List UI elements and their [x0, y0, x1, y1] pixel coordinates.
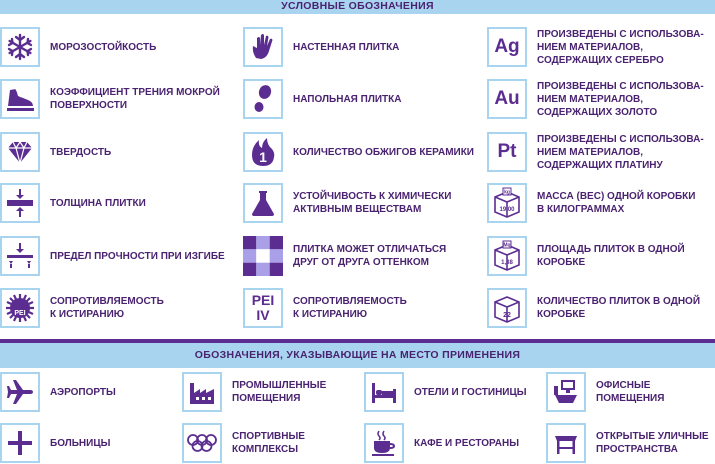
- places-header: ОБОЗНАЧЕНИЯ, УКАЗЫВАЮЩИЕ НА МЕСТО ПРИМЕНЕНИЯ: [0, 339, 715, 368]
- footprint-icon: [243, 79, 283, 119]
- legend-item-box-area: [487, 236, 685, 276]
- legend-label: ПРЕДЕЛ ПРОЧНОСТИ ПРИ ИЗГИБЕ: [50, 250, 225, 262]
- legend-label: МАССА (ВЕС) ОДНОЙ КОРОБКИ В КИЛОГРАММАХ: [537, 191, 696, 215]
- place-item-cafe: [364, 423, 519, 463]
- cross-icon: [0, 423, 40, 463]
- legend-item-gold: [487, 79, 704, 119]
- legend-item-hardness: [0, 132, 111, 172]
- legend-label: ТОЛЩИНА ПЛИТКИ: [50, 197, 146, 209]
- abrasion-gear-icon: [0, 288, 40, 328]
- olympic-rings-icon: [182, 423, 222, 463]
- legend-item-firing: [243, 132, 474, 172]
- legend-label: СОПРОТИВЛЯЕМОСТЬ К ИСТИРАНИЮ: [50, 296, 164, 320]
- box-count-icon: [487, 288, 527, 328]
- svg-text:Mq: Mq: [503, 242, 511, 249]
- place-label: СПОРТИВНЫЕ КОМПЛЕКСЫ: [232, 431, 305, 455]
- place-item-outdoor: [546, 423, 709, 463]
- thickness-icon: [0, 183, 40, 223]
- place-label: АЭРОПОРТЫ: [50, 386, 116, 398]
- bed-icon: [364, 372, 404, 412]
- legend-item-shade: [243, 236, 446, 276]
- place-label: ОТКРЫТЫЕ УЛИЧНЫЕ ПРОСТРАНСТВА: [596, 431, 709, 455]
- place-item-hotels: [364, 372, 527, 412]
- legend-item-thickness: [0, 183, 146, 223]
- svg-text:1,38: 1,38: [501, 260, 513, 266]
- legend-label: СОПРОТИВЛЯЕМОСТЬ К ИСТИРАНИЮ: [293, 296, 407, 320]
- legend-item-frost: [0, 27, 156, 67]
- legend-header: УСЛОВНЫЕ ОБОЗНАЧЕНИЯ: [0, 0, 715, 14]
- place-label: КАФЕ И РЕСТОРАНЫ: [414, 437, 519, 449]
- factory-icon: [182, 372, 222, 412]
- place-item-hospitals: [0, 423, 110, 463]
- legend-label: МОРОЗОСТОЙКОСТЬ: [50, 41, 157, 53]
- svg-text:1: 1: [259, 149, 267, 165]
- snowflake-icon: [0, 27, 40, 67]
- place-label: ОТЕЛИ И ГОСТИНИЦЫ: [414, 386, 527, 398]
- legend-label: ТВЕРДОСТЬ: [50, 146, 112, 158]
- legend-label: НАПОЛЬНАЯ ПЛИТКА: [293, 93, 402, 105]
- legend-item-abrasion: [0, 288, 164, 328]
- legend-label: КОЛИЧЕСТВО ОБЖИГОВ КЕРАМИКИ: [293, 146, 474, 158]
- legend-label: ПЛОЩАДЬ ПЛИТОК В ОДНОЙ КОРОБКЕ: [537, 244, 685, 268]
- legend-label: КОЭФФИЦИЕНТ ТРЕНИЯ МОКРОЙ ПОВЕРХНОСТИ: [50, 87, 220, 111]
- legend-item-bending: [0, 236, 225, 276]
- svg-text:PEI: PEI: [14, 310, 26, 317]
- legend-item-box-weight: [487, 183, 695, 223]
- box-area-icon: [487, 236, 527, 276]
- legend-item-pei: [243, 288, 407, 328]
- hand-icon: [243, 27, 283, 67]
- svg-text:22: 22: [503, 312, 511, 319]
- svg-text:19,00: 19,00: [499, 207, 515, 213]
- legend-label: НАСТЕННАЯ ПЛИТКА: [293, 41, 400, 53]
- legend-label: ПРОИЗВЕДЕНЫ С ИСПОЛЬЗОВА- НИЕМ МАТЕРИАЛОВ, СОДЕРЖАЩИХ ПЛАТИНУ: [537, 133, 704, 171]
- firing-icon: [243, 132, 283, 172]
- airplane-icon: [0, 372, 40, 412]
- svg-text:kg: kg: [504, 189, 510, 196]
- coffee-cup-icon: [364, 423, 404, 463]
- platinum-icon: Pt: [487, 132, 527, 172]
- diamond-icon: [0, 132, 40, 172]
- legend-item-friction: [0, 79, 220, 119]
- place-item-sports: [182, 423, 305, 463]
- place-label: БОЛЬНИЦЫ: [50, 437, 111, 449]
- office-icon: [546, 372, 586, 412]
- place-item-office: [546, 372, 664, 412]
- place-item-industrial: [182, 372, 326, 412]
- silver-icon: Ag: [487, 27, 527, 67]
- gold-icon: Au: [487, 79, 527, 119]
- legend-item-chemical: [243, 183, 452, 223]
- legend-item-silver: [487, 27, 704, 67]
- legend-label: ПЛИТКА МОЖЕТ ОТЛИЧАТЬСЯ ДРУГ ОТ ДРУГА ОТТЕНКОМ: [293, 244, 447, 268]
- place-label: ОФИСНЫЕ ПОМЕЩЕНИЯ: [596, 380, 665, 404]
- shoe-icon: [0, 79, 40, 119]
- bending-strength-icon: [0, 236, 40, 276]
- outdoor-table-icon: [546, 423, 586, 463]
- place-label: ПРОМЫШЛЕННЫЕ ПОМЕЩЕНИЯ: [232, 380, 327, 404]
- legend-label: ПРОИЗВЕДЕНЫ С ИСПОЛЬЗОВА- НИЕМ МАТЕРИАЛОВ, СОДЕРЖАЩИХ СЕРЕБРО: [537, 28, 704, 66]
- pei-iv-icon: PEI IV: [243, 288, 283, 328]
- legend-item-floor: [243, 79, 401, 119]
- shade-checker-icon: [243, 236, 283, 276]
- box-weight-icon: [487, 183, 527, 223]
- legend-label: УСТОЙЧИВОСТЬ К ХИМИЧЕСКИ АКТИВНЫМ ВЕЩЕСТВАМ: [293, 191, 452, 215]
- legend-item-platinum: [487, 132, 704, 172]
- legend-label: ПРОИЗВЕДЕНЫ С ИСПОЛЬЗОВА- НИЕМ МАТЕРИАЛОВ, СОДЕРЖАЩИХ ЗОЛОТО: [537, 80, 704, 118]
- legend-item-wall: [243, 27, 399, 67]
- legend-item-box-count: [487, 288, 700, 328]
- legend-label: КОЛИЧЕСТВО ПЛИТОК В ОДНОЙ КОРОБКЕ: [537, 296, 701, 320]
- flask-icon: [243, 183, 283, 223]
- place-item-airports: [0, 372, 116, 412]
